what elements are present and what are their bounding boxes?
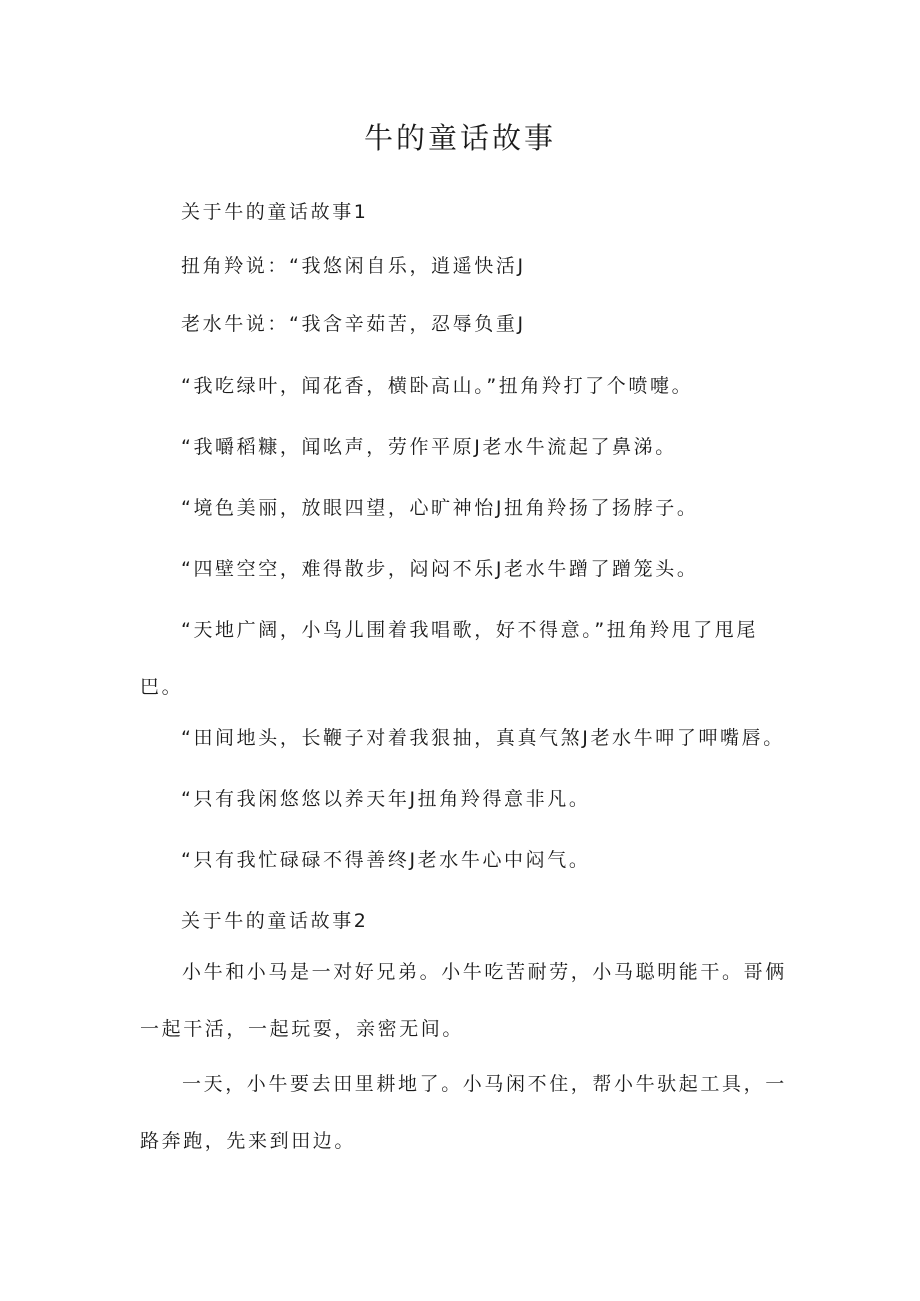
paragraph: 老水牛说：“我含辛茹苦，忍辱负重J bbox=[181, 313, 526, 335]
paragraph: “天地广阔，小鸟儿围着我唱歌，好不得意。”扭角羚甩了甩尾巴。 bbox=[140, 619, 758, 698]
paragraph: “四壁空空，难得散步，闷闷不乐J老水牛蹭了蹭笼头。 bbox=[181, 558, 699, 580]
paragraph: 一天，小牛要去田里耕地了。小马闲不住，帮小牛驮起工具，一路奔跑，先来到田边。 bbox=[140, 1073, 787, 1152]
section-heading-2: 关于牛的童话故事2 bbox=[181, 910, 369, 932]
paragraph: “田间地头，长鞭子对着我狠抽，真真气煞J老水牛呷了呷嘴唇。 bbox=[181, 727, 785, 749]
paragraph: “境色美丽，放眼四望，心旷神怡J扭角羚扬了扬脖子。 bbox=[181, 497, 699, 519]
paragraph: “我吃绿叶，闻花香，横卧高山。”扭角羚打了个喷嚏。 bbox=[181, 375, 694, 397]
paragraph: 扭角羚说：“我悠闲自乐，逍遥快活J bbox=[181, 255, 526, 277]
paragraph: “只有我闲悠悠以养天年J扭角羚得意非凡。 bbox=[181, 788, 591, 810]
section-heading-1: 关于牛的童话故事1 bbox=[181, 201, 369, 223]
document-title: 牛的童话故事 bbox=[363, 121, 556, 155]
paragraph: “我嚼稻糠，闻吆声，劳作平原J老水牛流起了鼻涕。 bbox=[181, 436, 677, 458]
paragraph: 小牛和小马是一对好兄弟。小牛吃苦耐劳，小马聪明能干。哥俩一起干活，一起玩耍，亲密无间。 bbox=[140, 961, 787, 1040]
paragraph: “只有我忙碌碌不得善终J老水牛心中闷气。 bbox=[181, 849, 591, 871]
